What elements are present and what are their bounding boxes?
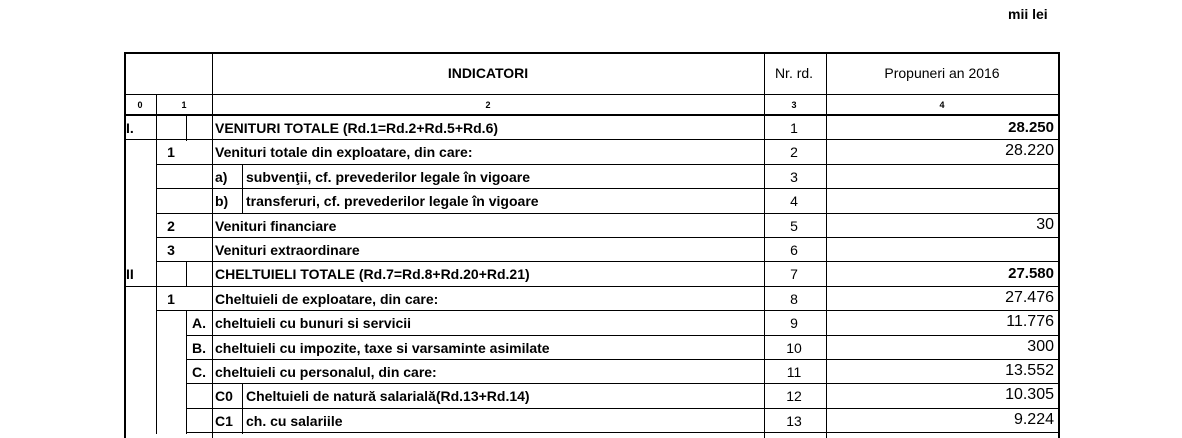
row-value: 28.250	[1008, 119, 1054, 136]
row-nr: 13	[786, 413, 802, 429]
row-nr: 8	[790, 291, 798, 307]
row-rule	[212, 359, 1060, 360]
row-sub-code: b)	[215, 193, 229, 209]
row-indicator: Venituri financiare	[215, 218, 337, 234]
row-value: 27.476	[1005, 289, 1054, 306]
row-rule	[212, 335, 1060, 336]
row-rule	[212, 213, 1060, 214]
row-indicator: cheltuieli cu impozite, taxe si varsaminte asimilate	[215, 340, 550, 356]
row-sub-code: C1	[215, 413, 233, 429]
row-number: 3	[167, 242, 175, 258]
row-nr: 12	[786, 388, 802, 404]
row-value: 300	[1027, 338, 1054, 355]
row-value: 30	[1036, 216, 1054, 233]
row-value: 13.552	[1005, 362, 1054, 379]
unit-label: mii lei	[1008, 6, 1048, 22]
row-rule	[156, 237, 212, 238]
col-divider	[156, 336, 157, 361]
row-indicator: transferuri, cf. prevederilor legale în vigoare	[246, 193, 539, 209]
row-rule	[186, 432, 212, 433]
row-indicator: cheltuieli cu personalul, din care:	[215, 364, 437, 380]
row-rule	[212, 432, 1060, 433]
header-propuneri: Propuneri an 2016	[884, 65, 1000, 81]
col-divider	[156, 384, 157, 409]
col-divider	[826, 52, 827, 438]
table-left-border	[124, 52, 126, 438]
row-rule	[212, 261, 1060, 262]
colnum-3: 3	[791, 100, 797, 110]
row-indicator: Cheltuieli de exploatare, din care:	[215, 291, 439, 307]
colnum-1: 1	[181, 100, 187, 110]
row-number: 2	[167, 218, 175, 234]
row-sub-code: C0	[215, 388, 233, 404]
row-indicator: ch. cu salariile	[246, 413, 343, 429]
header-nr-rd: Nr. rd.	[774, 65, 814, 81]
row-nr: 1	[790, 120, 798, 136]
row-number: 1	[167, 291, 175, 307]
row-nr: 3	[790, 169, 798, 185]
col-divider	[186, 409, 187, 434]
colnum-bottom-rule	[124, 114, 1060, 116]
row-rule	[212, 237, 1060, 238]
row-rule	[212, 139, 1060, 140]
colnum-4: 4	[939, 100, 945, 110]
row-letter: C.	[192, 364, 206, 380]
row-rule	[124, 286, 212, 287]
row-rule	[156, 213, 212, 214]
header-bottom-rule	[124, 94, 1060, 95]
row-number: 1	[167, 144, 175, 160]
col-divider	[186, 384, 187, 409]
col-divider	[156, 409, 157, 434]
row-indicator: VENITURI TOTALE (Rd.1=Rd.2+Rd.5+Rd.6)	[215, 120, 499, 136]
row-rule	[156, 188, 212, 189]
row-roman: II	[126, 266, 134, 282]
row-rule	[186, 383, 212, 384]
row-roman: I.	[126, 120, 134, 136]
row-value: 9.224	[1013, 411, 1054, 428]
row-nr: 5	[790, 218, 798, 234]
row-rule	[212, 408, 1060, 409]
row-letter: B.	[192, 340, 206, 356]
row-rule	[156, 310, 212, 311]
row-sub-code: a)	[215, 169, 228, 185]
col-divider	[156, 116, 157, 141]
row-value: 10.305	[1005, 386, 1054, 403]
row-nr: 2	[790, 144, 798, 160]
row-nr: 7	[790, 266, 798, 282]
table-right-border	[1058, 52, 1060, 438]
row-value: 11.776	[1006, 313, 1054, 330]
row-rule	[212, 164, 1060, 165]
row-nr: 4	[790, 193, 798, 209]
row-indicator: Venituri totale din exploatare, din care:	[215, 144, 473, 160]
row-rule	[186, 335, 212, 336]
row-nr: 11	[786, 364, 802, 380]
col-divider	[186, 262, 187, 287]
row-rule	[212, 286, 1060, 287]
row-rule	[124, 139, 212, 140]
row-nr: 10	[786, 340, 802, 356]
row-value: 27.580	[1008, 265, 1054, 282]
row-indicator: subvenţii, cf. prevederilor legale în vigoare	[246, 169, 530, 185]
row-value: 28.220	[1005, 142, 1054, 159]
col-divider	[156, 189, 157, 214]
col-divider	[186, 116, 187, 141]
row-rule	[212, 310, 1060, 311]
row-indicator: cheltuieli cu bunuri si servicii	[215, 315, 412, 331]
col-divider	[156, 165, 157, 190]
colnum-0: 0	[137, 100, 143, 110]
col-divider	[156, 360, 157, 385]
col-divider	[212, 52, 213, 438]
col-divider	[156, 94, 157, 116]
row-nr: 9	[790, 315, 798, 331]
table-top-border	[124, 52, 1060, 54]
row-rule	[212, 188, 1060, 189]
row-indicator: Venituri extraordinare	[215, 242, 360, 258]
row-indicator: Cheltuieli de natură salarială(Rd.13+Rd.14)	[246, 388, 530, 404]
col-divider	[156, 311, 157, 336]
colnum-2: 2	[485, 100, 491, 110]
row-indicator: CHELTUIELI TOTALE (Rd.7=Rd.8+Rd.20+Rd.21)	[215, 266, 530, 282]
row-rule	[156, 164, 212, 165]
row-nr: 6	[790, 242, 798, 258]
row-rule	[156, 261, 212, 262]
row-letter: A.	[192, 315, 206, 331]
row-rule	[212, 383, 1060, 384]
header-indicatori: INDICATORI	[447, 65, 529, 81]
row-rule	[186, 408, 212, 409]
col-divider	[156, 262, 157, 287]
row-rule	[186, 359, 212, 360]
